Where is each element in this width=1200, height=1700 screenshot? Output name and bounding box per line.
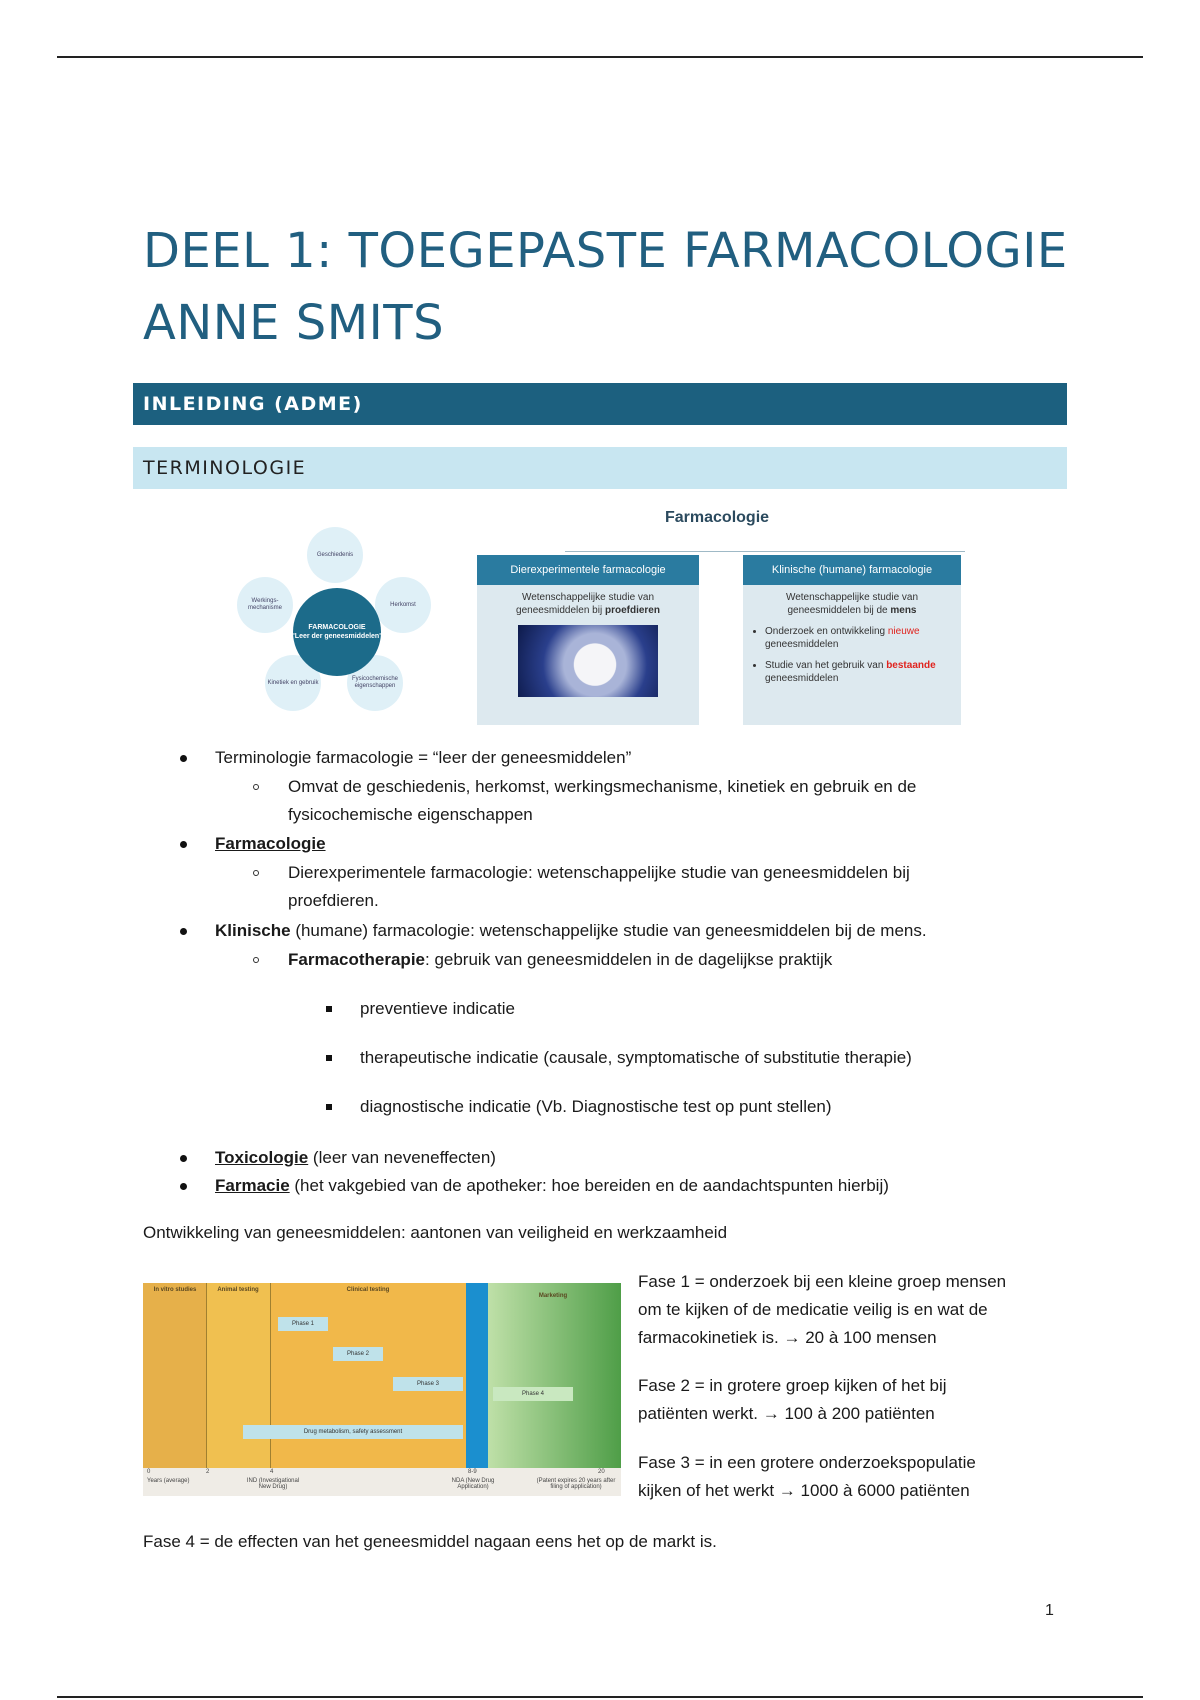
indication-preventive: preventieve indicatie: [360, 999, 515, 1018]
phase-1-arrow: Phase 1: [278, 1317, 328, 1331]
panel-clinical-title: Klinische (humane) farmacologie: [743, 555, 961, 585]
col-marketing: [488, 1283, 621, 1468]
clinical-item-new: • Onderzoek en ontwikkeling nieuwe geneesmiddelen: [765, 625, 951, 651]
years-axis: 0 2 4 8-9 20 Years (average) IND (Investigational New Drug) NDA (New Drug Application) (Patent expires 20 years after filing of application): [143, 1468, 621, 1496]
farmacologie-figure: [225, 505, 975, 725]
panel-animal-body: [477, 585, 699, 703]
bullet-dot: [180, 1155, 187, 1162]
panel-clinical-body: [743, 585, 961, 699]
section-heading-terminology: TERMINOLOGIE: [133, 447, 1067, 489]
indication-diagnostic: diagnostische indicatie (Vb. Diagnostische test op punt stellen): [360, 1097, 832, 1116]
col-label-marketing: Marketing: [538, 1293, 568, 1299]
metabolism-arrow: Drug metabolism, safety assessment: [243, 1425, 463, 1439]
document-title: [143, 215, 1068, 359]
bullet-square: [326, 1006, 332, 1012]
bubble-kinetics: Kinetiek en gebruik: [265, 655, 321, 711]
figure-connector: [565, 551, 965, 552]
figure-heading: Farmacologie: [665, 509, 770, 526]
list-item-klinische: Klinische (humane) farmacologie: wetenschappelijke studie van geneesmiddelen bij de mens.: [215, 921, 927, 940]
panel-animal: [477, 555, 699, 725]
col-label-in-vitro: In vitro studies: [153, 1287, 197, 1293]
panel-clinical: [743, 555, 961, 725]
list-item-terminology: Terminologie farmacologie = “leer der geneesmiddelen”: [215, 748, 632, 767]
bubble-origin: Herkomst: [375, 577, 431, 633]
bullet-circle: [253, 870, 259, 876]
bullet-square: [326, 1104, 332, 1110]
phase-1-description: Fase 1 = onderzoek bij een kleine groep mensen om te kijken of de medicatie veilig is en wat de farmacokinetiek is. → 20 à 100 mensen: [638, 1272, 1007, 1347]
bullet-circle: [253, 784, 259, 790]
bullet-dot: [180, 755, 187, 762]
col-animal: [206, 1283, 271, 1468]
sub-item-scope-line2: fysicochemische eigenschappen: [288, 805, 533, 824]
panel-animal-text: Wetenschappelijke studie van geneesmiddelen bij: [516, 592, 655, 616]
lab-rat-photo: [518, 625, 658, 697]
farmacologie-hub: [293, 588, 381, 676]
panel-clinical-text: Wetenschappelijke studie van geneesmiddelen bij de: [785, 592, 919, 616]
title-line-1: DEEL 1: TOEGEPASTE FARMACOLOGIE: [143, 223, 1068, 279]
panel-animal-bold: proefdieren: [604, 605, 660, 616]
sub-item-scope-line1: Omvat de geschiedenis, herkomst, werkingsmechanisme, kinetiek en gebruik en de: [288, 777, 917, 796]
col-label-animal: Animal testing: [217, 1287, 259, 1293]
sub-item-animal-line2: proefdieren.: [288, 891, 379, 910]
phase-2-description: Fase 2 = in grotere groep kijken of het bij patiënten werkt. → 100 à 200 patiënten: [638, 1376, 947, 1423]
sub-item-farmacotherapie: Farmacotherapie: gebruik van geneesmiddelen in de dagelijkse praktijk: [288, 950, 833, 969]
bullet-square: [326, 1055, 332, 1061]
indication-therapeutic: therapeutische indicatie (causale, symptomatische of substitutie therapie): [360, 1048, 912, 1067]
development-intro: Ontwikkeling van geneesmiddelen: aantonen van veiligheid en werkzaamheid: [143, 1223, 728, 1242]
hub-title: FARMACOLOGIE: [308, 624, 366, 631]
bubble-mechanism: Werkings-mechanisme: [237, 577, 293, 633]
header-rule: [57, 56, 1143, 58]
phase-4-arrow: Phase 4: [493, 1387, 573, 1401]
drug-development-diagram: [143, 1283, 621, 1496]
list-item-farmacologie: Farmacologie: [215, 834, 326, 853]
col-in-vitro: [143, 1283, 206, 1468]
panel-clinical-bold: mens: [890, 605, 917, 616]
col-label-clinical: Clinical testing: [346, 1287, 390, 1293]
page-number: 1: [1045, 1602, 1054, 1619]
clinical-item-existing: • Studie van het gebruik van bestaande geneesmiddelen: [765, 659, 951, 685]
hub-subtitle: 'Leer der geneesmiddelen': [293, 633, 381, 640]
sub-item-animal-line1: Dierexperimentele farmacologie: wetenschappelijke studie van geneesmiddelen bij: [288, 863, 910, 882]
phase-2-arrow: Phase 2: [333, 1347, 383, 1361]
col-nda: [466, 1283, 488, 1468]
panel-animal-title: Dierexperimentele farmacologie: [477, 555, 699, 585]
phase-3-description: Fase 3 = in een grotere onderzoekspopulatie kijken of het werkt → 1000 à 6000 patiënten: [638, 1453, 976, 1500]
title-line-2: ANNE SMITS: [143, 295, 445, 351]
bullet-dot: [180, 928, 187, 935]
section-heading-intro: INLEIDING (ADME): [133, 383, 1067, 425]
footer-rule: [57, 1696, 1143, 1698]
phase-3-arrow: Phase 3: [393, 1377, 463, 1391]
bullet-circle: [253, 957, 259, 963]
list-item-toxicologie: Toxicologie (leer van neveneffecten): [215, 1148, 496, 1167]
phase-4-description: Fase 4 = de effecten van het geneesmiddel nagaan eens het op de markt is.: [143, 1532, 717, 1551]
bullet-dot: [180, 1183, 187, 1190]
list-item-farmacie: Farmacie (het vakgebied van de apotheker: hoe bereiden en de aandachtspunten hierbij): [215, 1176, 889, 1195]
bullet-dot: [180, 841, 187, 848]
col-clinical: [270, 1283, 467, 1468]
bubble-physchem: Fysicochemische eigenschappen: [347, 655, 403, 711]
bubble-history: Geschiedenis: [307, 527, 363, 583]
